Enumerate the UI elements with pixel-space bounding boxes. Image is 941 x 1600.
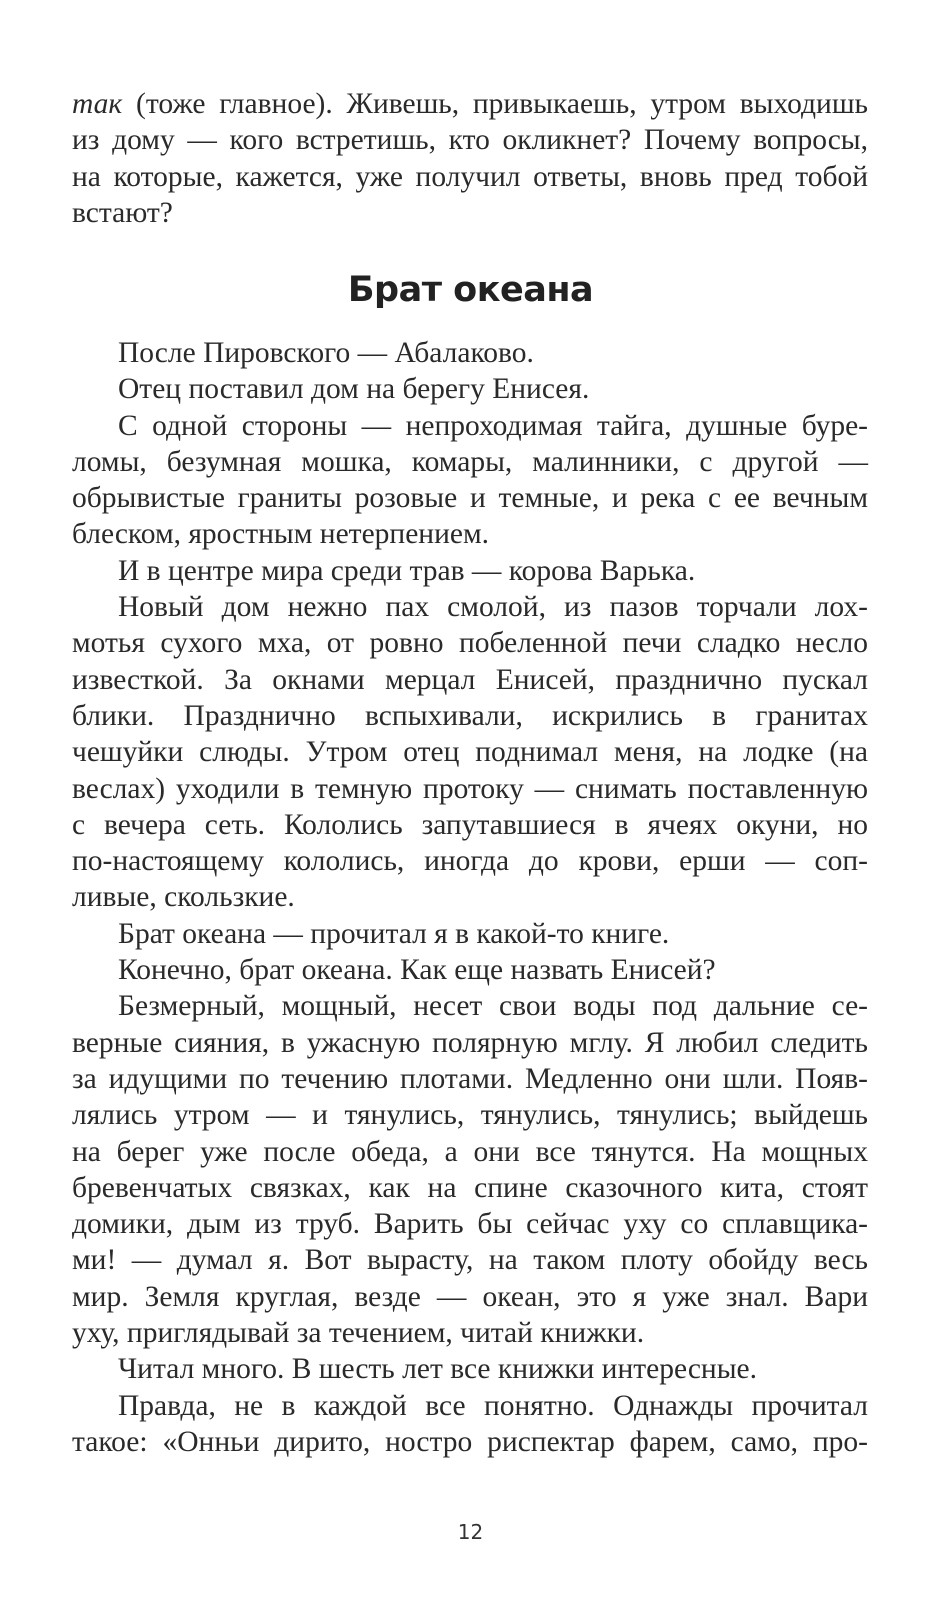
- text-line: уху, приглядывай за течением, читай книжки.: [72, 1317, 645, 1350]
- intro-paragraph: [72, 86, 868, 231]
- text-line: на которые, кажется, уже получил ответы, вновь пред тобой: [72, 160, 868, 193]
- chapter-heading: Брат океана: [347, 270, 594, 310]
- text-line: И в центре мира среди трав — корова Варька.: [118, 554, 696, 587]
- text-line: из дому — кого встретишь, кто окликнет? Почему вопросы,: [72, 124, 868, 157]
- text-line: бревенчатых связках, как на спине сказочного кита, стоят: [72, 1171, 868, 1204]
- chapter-body: [72, 335, 868, 1460]
- text-line: чешуйки слюды. Утром отец поднимал меня, на лодке (на: [72, 736, 868, 769]
- text-line: известкой. За окнами мерцал Енисей, празднично пускал: [72, 663, 868, 696]
- text-line: [72, 86, 868, 122]
- text-line: встают?: [72, 196, 173, 229]
- text-line: обрывистые граниты розовые и темные, и река с ее вечным: [72, 482, 868, 515]
- text-line: веслах) уходили в темную протоку — снимать поставленную: [72, 772, 868, 805]
- text-line: с вечера сеть. Кололись запутавшиеся в ячеях окуни, но: [72, 808, 868, 841]
- text-line: блики. Празднично вспыхивали, искрились в гранитах: [72, 699, 868, 732]
- text-line: верные сияния, в ужасную полярную мглу. Я любил следить: [72, 1026, 868, 1059]
- text-line: Отец поставил дом на берегу Енисея.: [118, 373, 590, 406]
- text-fragment: (тоже главное). Живешь, привыкаешь, утром выходишь: [122, 88, 868, 120]
- text-line: ломы, безумная мошка, комары, малинники, с другой —: [72, 445, 868, 478]
- text-line: Конечно, брат океана. Как еще назвать Енисей?: [118, 954, 716, 987]
- text-line: домики, дым из труб. Варить бы сейчас уху со сплавщика-: [72, 1208, 868, 1241]
- page-number: 12: [457, 1520, 484, 1544]
- text-line: Безмерный, мощный, несет свои воды под дальние се-: [118, 990, 868, 1023]
- text-line: ливые, скользкие.: [72, 881, 295, 914]
- italic-word: так: [72, 88, 123, 120]
- text-line: мир. Земля круглая, везде — океан, это я уже знал. Вари: [72, 1280, 868, 1313]
- text-line: ми! — думал я. Вот вырасту, на таком плоту обойду весь: [72, 1244, 868, 1277]
- text-line: После Пировского — Абалаково.: [118, 337, 534, 369]
- text-line: лялись утром — и тянулись, тянулись, тянулись; выйдешь: [72, 1099, 868, 1132]
- text-line: Читал много. В шесть лет все книжки интересные.: [118, 1353, 757, 1386]
- text-line: С одной стороны — непроходимая тайга, душные буре-: [118, 409, 868, 442]
- text-line: Новый дом нежно пах смолой, из пазов торчали лох-: [118, 591, 868, 624]
- text-line: на берег уже после обеда, а они все тянутся. На мощных: [72, 1135, 868, 1168]
- text-line: мотья сухого мха, от ровно побеленной печи сладко несло: [72, 627, 868, 660]
- text-line: по-настоящему кололись, иногда до крови, ерши — соп-: [72, 845, 868, 878]
- text-line: блеском, яростным нетерпением.: [72, 518, 490, 551]
- text-line: Правда, не в каждой все понятно. Однажды прочитал: [118, 1389, 868, 1422]
- text-line: за идущими по течению плотами. Медленно они шли. Появ-: [72, 1062, 868, 1095]
- text-line: такое: «Онньи дирито, ностро риспектар фарем, само, про-: [72, 1425, 868, 1458]
- text-line: Брат океана — прочитал я в какой-то книге.: [118, 917, 670, 950]
